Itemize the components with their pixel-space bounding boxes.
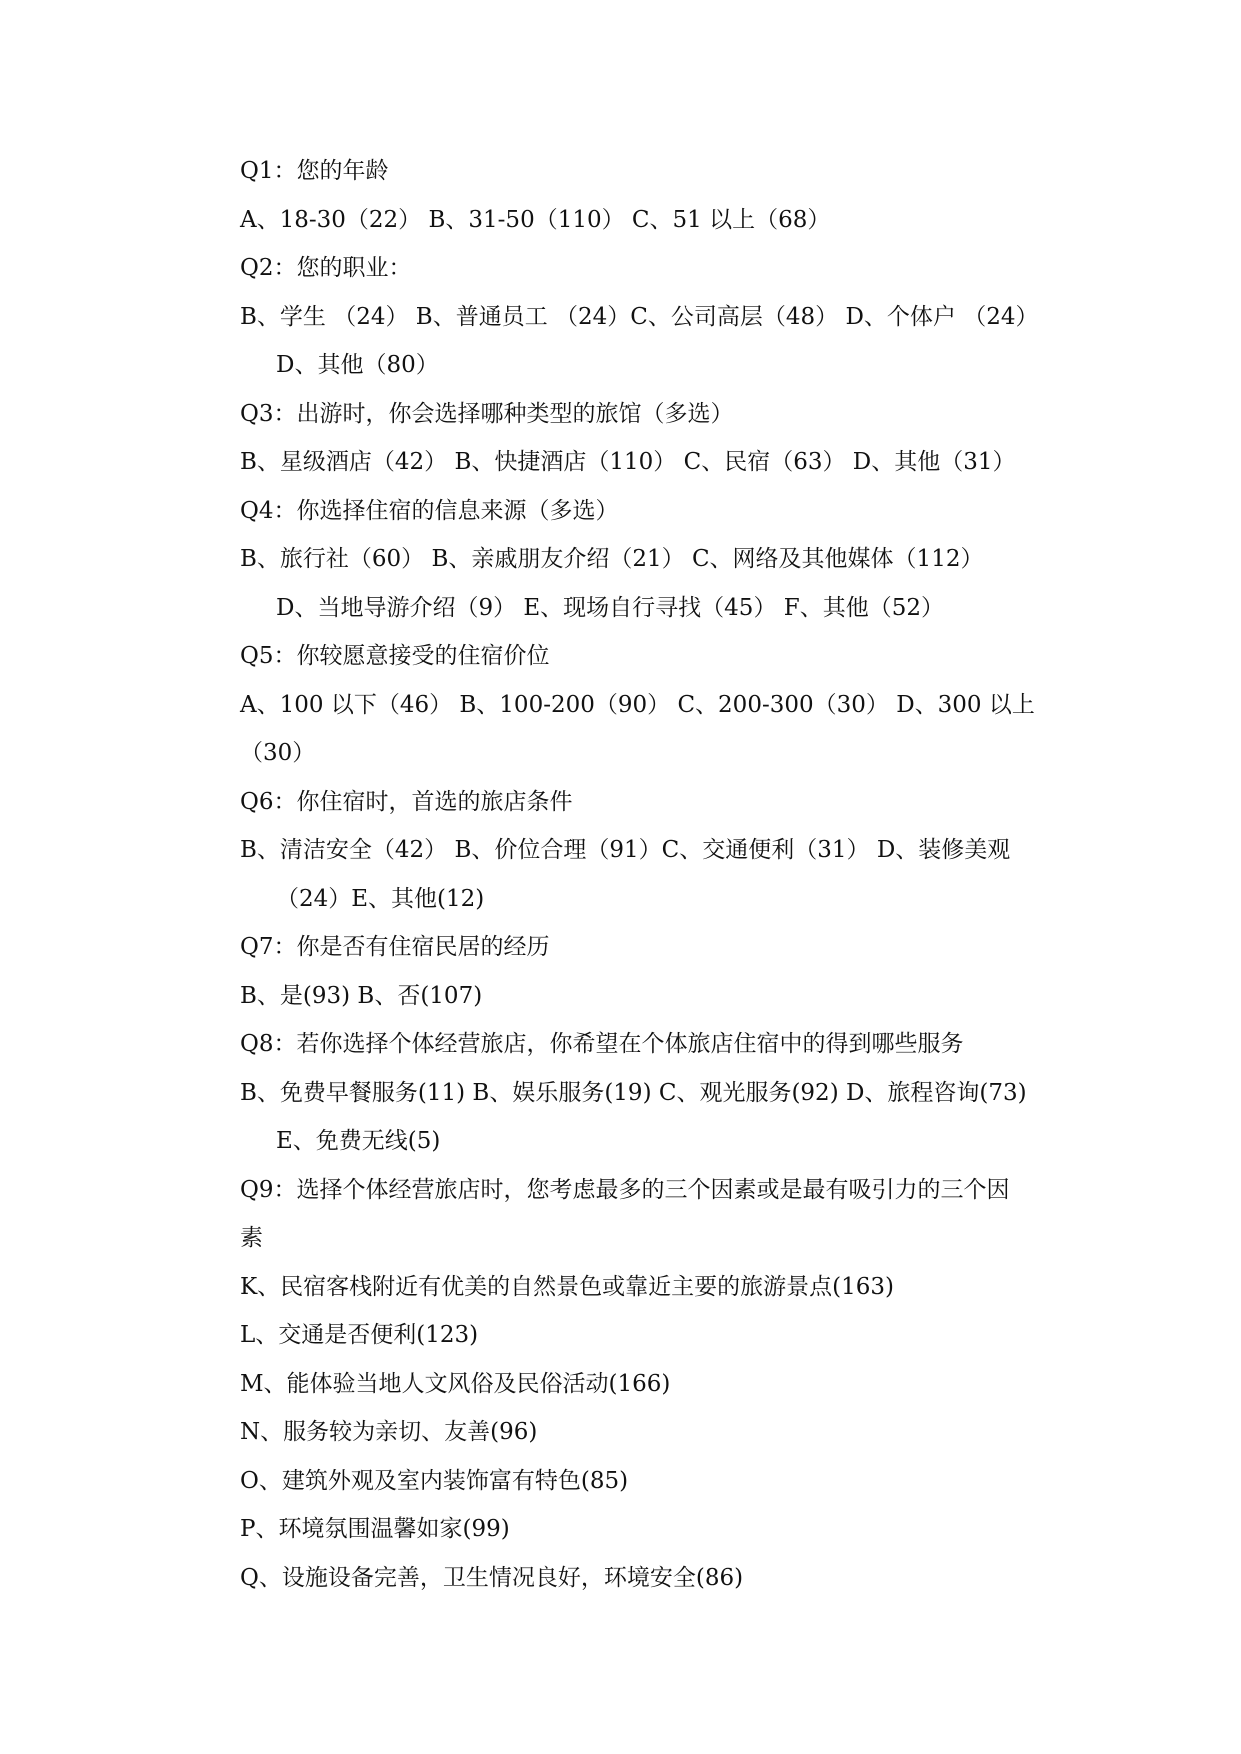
question-line: Q6：你住宿时，首选的旅店条件 [240, 788, 573, 815]
answer-line: B、是(93) B、否(107) [240, 982, 483, 1009]
question-line: Q3：出游时，你会选择哪种类型的旅馆（多选） [240, 400, 734, 427]
answer-line: 素 [240, 1225, 263, 1251]
answer-line: （30） [240, 740, 316, 766]
question-line: Q7：你是否有住宿民居的经历 [240, 934, 550, 960]
answer-line: B、旅行社（60） B、亲戚朋友介绍（21） C、网络及其他媒体（112） [240, 546, 984, 572]
answer-line: B、清洁安全（42） B、价位合理（91）C、交通便利（31） D、装修美观 [240, 837, 1011, 863]
answer-line: B、免费早餐服务(11) B、娱乐服务(19) C、观光服务(92) D、旅程咨询(73) [240, 1079, 1027, 1106]
question-line: Q4：你选择住宿的信息来源（多选） [240, 497, 619, 524]
answer-line: E、免费无线(5) [276, 1128, 441, 1154]
answer-line: B、学生 （24） B、普通员工 （24）C、公司高层（48） D、个体户 （24） [240, 303, 1039, 330]
answer-line: M、能体验当地人文风俗及民俗活动(166) [240, 1370, 671, 1397]
answer-line: L、交通是否便利(123) [240, 1322, 479, 1348]
answer-line: D、其他（80） [276, 352, 439, 378]
question-line: Q5：你较愿意接受的住宿价位 [240, 643, 550, 669]
answer-line: B、星级酒店（42） B、快捷酒店（110） C、民宿（63） D、其他（31） [240, 449, 1016, 475]
answer-line: N、服务较为亲切、友善(96) [240, 1419, 538, 1445]
survey-content [240, 147, 1080, 1602]
answer-line: D、当地导游介绍（9） E、现场自行寻找（45） F、其他（52） [276, 594, 944, 621]
answer-line: O、建筑外观及室内装饰富有特色(85) [240, 1467, 629, 1494]
answer-line: A、100 以下（46） B、100-200（90） C、200-300（30） D、300 以上 [240, 691, 1035, 718]
question-line: Q8：若你选择个体经营旅店，你希望在个体旅店住宿中的得到哪些服务 [240, 1031, 964, 1057]
question-line: Q2：您的职业： [240, 255, 412, 281]
question-line: Q1：您的年龄 [240, 158, 389, 184]
answer-line: （24）E、其他(12) [276, 885, 485, 912]
answer-line: K、民宿客栈附近有优美的自然景色或靠近主要的旅游景点(163) [240, 1273, 895, 1300]
answer-line: A、18-30（22） B、31-50（110） C、51 以上（68） [240, 206, 831, 233]
question-line: Q9：选择个体经营旅店时，您考虑最多的三个因素或是最有吸引力的三个因 [240, 1176, 1010, 1203]
answer-line: Q、设施设备完善，卫生情况良好，环境安全(86) [240, 1564, 744, 1591]
answer-line: P、环境氛围温馨如家(99) [240, 1516, 510, 1542]
